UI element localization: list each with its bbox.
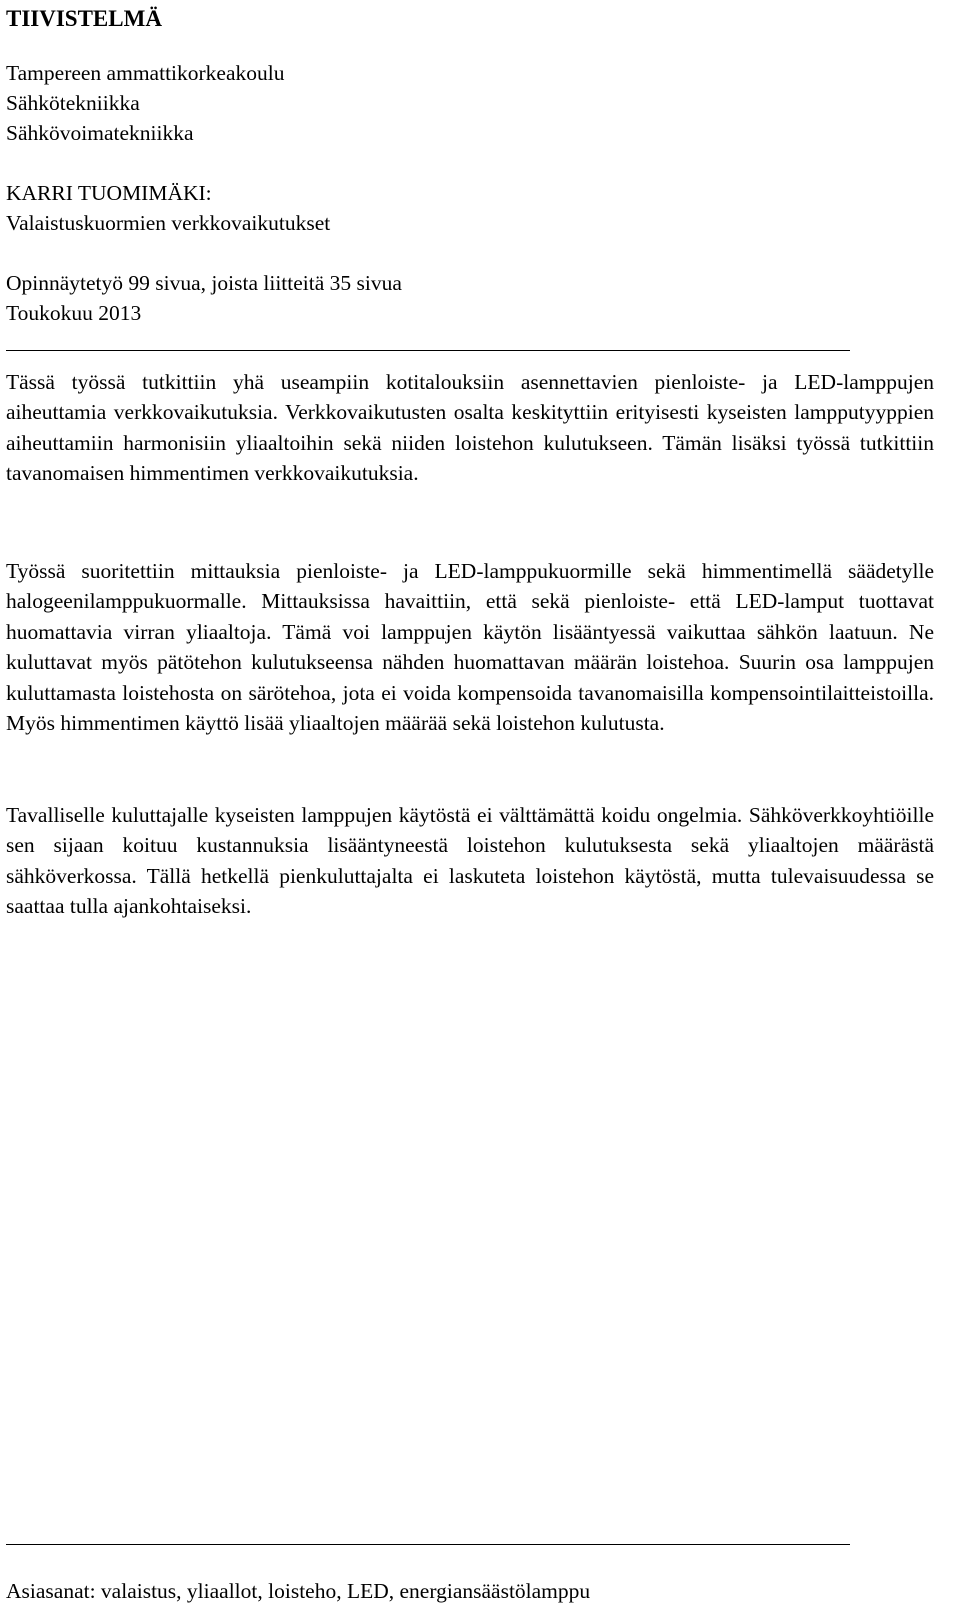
keywords-line: Asiasanat: valaistus, yliaallot, loisteho, LED, energiansäästölamppu	[6, 1579, 591, 1603]
thesis-title: Valaistuskuormien verkkovaikutukset	[6, 211, 331, 235]
author-name: KARRI TUOMIMÄKI:	[6, 181, 212, 205]
specialization: Sähkövoimatekniikka	[6, 121, 194, 145]
thesis-date: Toukokuu 2013	[6, 301, 142, 325]
institution-block	[6, 58, 284, 148]
abstract-paragraph-3: Tavalliselle kuluttajalle kyseisten lamppujen käytöstä ei välttämättä koidu ongelmia. Sähköverkkoyhtiöille sen sijaan koituu kustannuksia lisääntyneestä loistehon kulutuksesta sekä yliaaltojen määrästä sähköverkossa. Tällä hetkellä pienkuluttajalta ei laskuteta loistehon käytöstä, mutta tulevaisuudessa se saattaa tulla ajankohtaiseksi.	[6, 803, 934, 919]
abstract-paragraph-2: Työssä suoritettiin mittauksia pienloiste- ja LED-lamppukuormille sekä himmentimellä säädetylle halogeenilamppukuormalle. Mittauksissa havaittiin, että sekä pienloiste- että LED-lamput tuottavat huomattavia virran yliaaltoja. Tämä voi lamppujen käytön lisääntyessä vaikuttaa sähkön laatuun. Ne kuluttavat myös pätötehon kulutukseensa nähden huomattavan määrän loistehoa. Suurin osa lamppujen kuluttamasta loistehosta on särötehoa, jota ei voida kompensoida tavanomaisilla kompensointilaitteistoilla. Myös himmentimen käyttö lisää yliaaltojen määrää sekä loistehon kulutusta.	[6, 559, 934, 736]
thesis-info-block	[6, 268, 402, 328]
page-title: TIIVISTELMÄ	[6, 6, 162, 31]
top-divider	[6, 350, 850, 351]
school-name: Tampereen ammattikorkeakoulu	[6, 61, 285, 85]
page-count: Opinnäytetyö 99 sivua, joista liitteitä 35 sivua	[6, 271, 402, 295]
bottom-divider	[6, 1544, 850, 1545]
abstract-paragraph-1: Tässä työssä tutkittiin yhä useampiin kotitalouksiin asennettavien pienloiste- ja LED-lamppujen aiheuttamia verkkovaikutuksia. Verkkovaikutusten osalta keskityttiin erityisesti kyseisten lampputyyppien aiheuttamiin harmonisiin yliaaltoihin sekä niiden loistehon kulutukseen. Tämän lisäksi työssä tutkittiin tavanomaisen himmentimen verkkovaikutuksia.	[6, 370, 934, 486]
thesis-author-block	[6, 178, 330, 238]
degree-program: Sähkötekniikka	[6, 91, 140, 115]
